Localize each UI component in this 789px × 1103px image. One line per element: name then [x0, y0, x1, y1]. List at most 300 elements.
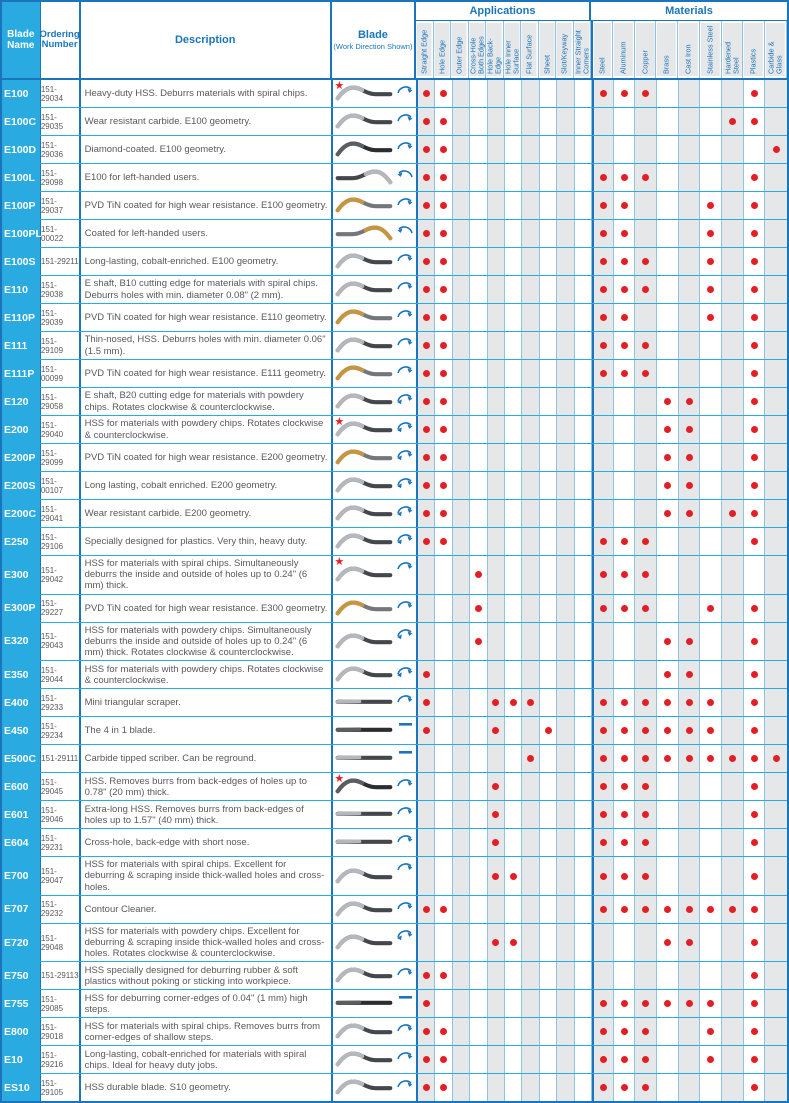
application-cell: [453, 248, 470, 275]
material-cell: [722, 962, 744, 989]
blade-cell: [333, 164, 418, 191]
application-cell: [505, 595, 522, 622]
material-cell: [744, 472, 766, 499]
blade-cell: [333, 388, 418, 415]
application-cell: [418, 136, 435, 163]
application-cell: [522, 192, 539, 219]
description: HSS for materials with powdery chips. Rotates clockwise & counterclockwise.: [81, 416, 334, 443]
material-cell: [722, 829, 744, 856]
material-dot: [600, 1056, 607, 1063]
application-dot: [440, 286, 447, 293]
blade-cell: [333, 80, 418, 107]
application-cell: [435, 388, 452, 415]
material-cell: [592, 1046, 614, 1073]
material-cell: [614, 962, 636, 989]
application-cell: [418, 990, 435, 1017]
ordering-number-header: Ordering Number: [41, 2, 81, 78]
material-dot: [600, 906, 607, 913]
blade-name: E604: [2, 829, 41, 856]
application-cell: [453, 924, 470, 962]
application-cell: [488, 388, 505, 415]
material-cell: [592, 689, 614, 716]
application-cell: [575, 595, 592, 622]
application-cell: [575, 388, 592, 415]
material-dot: [686, 454, 693, 461]
application-cell: [418, 829, 435, 856]
material-column-header: [591, 21, 613, 78]
material-dot: [642, 727, 649, 734]
application-cell: [505, 801, 522, 828]
application-cell: [505, 388, 522, 415]
blade-image: [335, 500, 393, 527]
application-cell: [522, 962, 539, 989]
blade-image: [335, 304, 393, 331]
application-dot: [423, 258, 430, 265]
material-cell: [700, 689, 722, 716]
application-cell: [522, 1074, 539, 1101]
material-cell: [765, 136, 787, 163]
application-dot: [423, 1056, 430, 1063]
material-dot: [751, 370, 758, 377]
material-dot: [686, 939, 693, 946]
application-cell: [505, 661, 522, 688]
blade-cell: [333, 108, 418, 135]
ordering-number: 151-29233: [41, 689, 81, 716]
material-cell: [679, 192, 701, 219]
material-cell: [657, 896, 679, 923]
application-cell: [470, 990, 487, 1017]
material-dot: [621, 811, 628, 818]
material-cell: [765, 304, 787, 331]
application-cell: [488, 304, 505, 331]
material-cell: [679, 108, 701, 135]
material-dot: [642, 605, 649, 612]
ordering-number: 151-29234: [41, 717, 81, 744]
application-cell: [540, 472, 557, 499]
application-cell: [505, 416, 522, 443]
material-cell: [614, 1046, 636, 1073]
material-dot: [751, 482, 758, 489]
blade-cell: [333, 962, 418, 989]
application-cell: [418, 360, 435, 387]
application-dot: [440, 146, 447, 153]
material-dot: [751, 873, 758, 880]
ordering-number: 151-29106: [41, 528, 81, 555]
material-cell: [765, 1046, 787, 1073]
description: Extra-long HSS. Removes burrs from back-edges of holes up to 1.57" (40 mm) thick.: [81, 801, 334, 828]
blade-cell: [333, 801, 418, 828]
table-row: [2, 661, 787, 689]
material-cell: [744, 1046, 766, 1073]
blade-image: [335, 248, 393, 275]
material-dot: [751, 839, 758, 846]
application-cell: [505, 444, 522, 471]
application-cell: [435, 416, 452, 443]
application-cell: [557, 773, 574, 800]
table-row: [2, 388, 787, 416]
material-cell: [679, 857, 701, 895]
material-dot: [621, 571, 628, 578]
material-cell: [722, 444, 744, 471]
description: HSS durable blade. S10 geometry.: [81, 1074, 334, 1101]
application-dot: [423, 314, 430, 321]
blade-cell: [333, 717, 418, 744]
application-cell: [488, 896, 505, 923]
material-dot: [600, 811, 607, 818]
material-cell: [744, 304, 766, 331]
material-dot: [729, 906, 736, 913]
application-cell: [470, 192, 487, 219]
material-dot: [621, 258, 628, 265]
material-cell: [765, 108, 787, 135]
application-cell: [540, 896, 557, 923]
material-cell: [657, 595, 679, 622]
ordering-number: 151-29216: [41, 1046, 81, 1073]
application-cell: [540, 857, 557, 895]
material-cell: [635, 1018, 657, 1045]
material-cell: [744, 164, 766, 191]
ordering-number: 151-29085: [41, 990, 81, 1017]
material-cell: [657, 472, 679, 499]
material-cell: [614, 528, 636, 555]
application-cell: [470, 689, 487, 716]
material-cell: [744, 108, 766, 135]
application-dot: [440, 1084, 447, 1091]
application-cell: [522, 556, 539, 594]
application-cell: [418, 528, 435, 555]
material-cell: [592, 623, 614, 661]
application-column-header-label: Outer Edge: [452, 23, 467, 76]
material-cell: [722, 1074, 744, 1101]
application-cell: [540, 924, 557, 962]
application-cell: [488, 924, 505, 962]
application-cell: [435, 444, 452, 471]
material-dot: [621, 286, 628, 293]
material-column-header-label: Copper: [636, 23, 655, 76]
material-cell: [744, 416, 766, 443]
application-cell: [418, 1018, 435, 1045]
rotation-arrow-icon: [395, 1075, 415, 1095]
table-row: [2, 745, 787, 773]
table-row: [2, 220, 787, 248]
application-cell: [575, 1046, 592, 1073]
application-column-header: [504, 21, 522, 78]
blade-image: [335, 444, 393, 471]
blade-image: [335, 801, 393, 828]
application-cell: [575, 248, 592, 275]
application-cell: [453, 416, 470, 443]
material-cell: [744, 595, 766, 622]
application-cell: [453, 773, 470, 800]
material-cell: [635, 500, 657, 527]
application-cell: [435, 857, 452, 895]
application-dot: [423, 972, 430, 979]
material-cell: [592, 1018, 614, 1045]
material-dot: [751, 811, 758, 818]
material-cell: [765, 689, 787, 716]
material-cell: [635, 472, 657, 499]
material-cell: [765, 248, 787, 275]
material-dot: [621, 314, 628, 321]
rotation-both-directions-icon: [395, 529, 415, 549]
ordering-number: 151-29058: [41, 388, 81, 415]
application-cell: [522, 360, 539, 387]
blade-image: [335, 863, 393, 890]
application-cell: [470, 108, 487, 135]
application-cell: [435, 689, 452, 716]
rotation-arrow-icon: [395, 249, 415, 269]
material-cell: [657, 192, 679, 219]
material-cell: [722, 80, 744, 107]
material-cell: [722, 416, 744, 443]
material-cell: [765, 332, 787, 359]
application-cell: [418, 623, 435, 661]
material-dot: [642, 755, 649, 762]
blade-cell: [333, 136, 418, 163]
material-cell: [744, 528, 766, 555]
table-row: [2, 332, 787, 360]
blade-header: Blade (Work Direction Shown): [332, 2, 416, 78]
material-cell: [592, 472, 614, 499]
application-cell: [418, 801, 435, 828]
application-cell: [418, 896, 435, 923]
application-cell: [505, 528, 522, 555]
application-cell: [557, 108, 574, 135]
material-dot: [686, 638, 693, 645]
description: HSS for materials with powdery chips. Excellent for deburring & scraping inside thick-walled holes and cross-holes. Rotates clockwise & counterclockwise.: [81, 924, 334, 962]
material-dot: [642, 1028, 649, 1035]
material-cell: [744, 220, 766, 247]
application-cell: [418, 857, 435, 895]
rotation-both-directions-icon: [395, 624, 415, 644]
application-cell: [418, 248, 435, 275]
application-cell: [470, 962, 487, 989]
table-row: [2, 1074, 787, 1101]
material-cell: [592, 332, 614, 359]
application-cell: [505, 164, 522, 191]
application-cell: [540, 745, 557, 772]
material-dot: [686, 699, 693, 706]
material-cell: [765, 990, 787, 1017]
material-cell: [592, 717, 614, 744]
rotation-arrow-left-icon: [395, 221, 415, 241]
blade-name: E110: [2, 276, 41, 303]
application-cell: [418, 220, 435, 247]
material-cell: [592, 990, 614, 1017]
application-cell: [470, 388, 487, 415]
application-cell: [470, 276, 487, 303]
material-cell: [657, 990, 679, 1017]
material-cell: [635, 80, 657, 107]
application-cell: [540, 332, 557, 359]
blade-name: E720: [2, 924, 41, 962]
rotation-arrow-icon: [395, 361, 415, 381]
material-dot: [600, 342, 607, 349]
blade-cell: [333, 1018, 418, 1045]
application-dot: [510, 699, 517, 706]
material-cell: [744, 745, 766, 772]
material-dot: [664, 454, 671, 461]
blade-name: E350: [2, 661, 41, 688]
material-dot: [621, 1000, 628, 1007]
material-dot: [621, 202, 628, 209]
material-cell: [765, 388, 787, 415]
material-column-header: [743, 21, 765, 78]
material-cell: [700, 528, 722, 555]
material-cell: [635, 661, 657, 688]
application-cell: [540, 829, 557, 856]
application-cell: [453, 661, 470, 688]
blade-cell: [333, 304, 418, 331]
material-cell: [679, 388, 701, 415]
material-cell: [614, 80, 636, 107]
application-cell: [505, 192, 522, 219]
material-dot: [600, 174, 607, 181]
material-cell: [700, 1074, 722, 1101]
material-cell: [679, 444, 701, 471]
application-cell: [435, 108, 452, 135]
blade-name-header: Blade Name: [2, 2, 41, 78]
application-dot: [423, 118, 430, 125]
application-cell: [418, 304, 435, 331]
application-cell: [488, 528, 505, 555]
application-cell: [470, 416, 487, 443]
application-cell: [522, 500, 539, 527]
material-dot: [751, 90, 758, 97]
application-cell: [522, 745, 539, 772]
material-cell: [700, 360, 722, 387]
material-dot: [751, 174, 758, 181]
material-cell: [722, 472, 744, 499]
application-cell: [575, 108, 592, 135]
application-cell: [557, 962, 574, 989]
application-dot: [423, 1000, 430, 1007]
application-cell: [522, 623, 539, 661]
material-cell: [722, 304, 744, 331]
material-cell: [592, 136, 614, 163]
application-cell: [557, 444, 574, 471]
material-dot: [664, 906, 671, 913]
application-cell: [505, 220, 522, 247]
application-dot: [423, 286, 430, 293]
material-cell: [614, 1018, 636, 1045]
material-cell: [614, 192, 636, 219]
application-cell: [522, 528, 539, 555]
red-star-icon: ★: [334, 773, 345, 786]
material-dot: [600, 1000, 607, 1007]
material-dot: [686, 755, 693, 762]
material-cell: [592, 80, 614, 107]
material-cell: [700, 136, 722, 163]
application-cell: [557, 689, 574, 716]
material-dot: [621, 1056, 628, 1063]
material-cell: [614, 472, 636, 499]
material-cell: [700, 801, 722, 828]
material-cell: [614, 248, 636, 275]
application-cell: [453, 220, 470, 247]
material-cell: [722, 896, 744, 923]
ordering-number: 151-29038: [41, 276, 81, 303]
material-dot: [686, 426, 693, 433]
rotation-arrow-icon: [395, 333, 415, 353]
material-cell: [765, 416, 787, 443]
application-cell: [470, 304, 487, 331]
application-cell: [418, 773, 435, 800]
material-cell: [722, 164, 744, 191]
ordering-number: 151-29109: [41, 332, 81, 359]
application-cell: [540, 661, 557, 688]
application-cell: [470, 773, 487, 800]
material-dot: [751, 342, 758, 349]
material-cell: [744, 500, 766, 527]
application-dot: [423, 671, 430, 678]
application-cell: [435, 924, 452, 962]
material-dot: [600, 230, 607, 237]
material-cell: [614, 136, 636, 163]
material-cell: [765, 896, 787, 923]
material-cell: [657, 623, 679, 661]
material-cell: [657, 857, 679, 895]
material-cell: [765, 500, 787, 527]
material-cell: [614, 857, 636, 895]
material-cell: [657, 661, 679, 688]
material-column-header-label: Carbide & Glass: [766, 23, 785, 76]
material-dot: [621, 783, 628, 790]
application-cell: [522, 332, 539, 359]
material-cell: [592, 220, 614, 247]
application-cell: [435, 801, 452, 828]
material-cell: [635, 276, 657, 303]
application-cell: [575, 164, 592, 191]
application-cell: [522, 689, 539, 716]
material-dot: [751, 1084, 758, 1091]
table-row: [2, 924, 787, 963]
application-cell: [575, 444, 592, 471]
material-cell: [614, 801, 636, 828]
blade-cell: [333, 623, 418, 661]
application-cell: [453, 556, 470, 594]
material-cell: [679, 661, 701, 688]
material-dot: [707, 202, 714, 209]
rotation-arrow-icon: [395, 802, 415, 822]
ordering-number: 151-00107: [41, 472, 81, 499]
material-cell: [635, 136, 657, 163]
material-dot: [600, 1028, 607, 1035]
application-cell: [557, 388, 574, 415]
material-cell: [700, 1046, 722, 1073]
material-dot: [751, 1000, 758, 1007]
material-cell: [765, 528, 787, 555]
column-labels-row: [416, 21, 787, 78]
material-cell: [765, 829, 787, 856]
blade-name: E10: [2, 1046, 41, 1073]
application-cell: [575, 500, 592, 527]
blade-name: ES10: [2, 1074, 41, 1101]
blade-image: [335, 962, 393, 989]
application-column-header-label: Cross-Hole Both Edges: [470, 23, 485, 76]
material-cell: [592, 556, 614, 594]
material-cell: [635, 108, 657, 135]
application-column-header: [521, 21, 539, 78]
application-cell: [557, 661, 574, 688]
description: HSS for materials with spiral chips. Excellent for deburring & scraping inside thick-walled holes and cross-holes.: [81, 857, 334, 895]
material-cell: [700, 416, 722, 443]
application-cell: [435, 192, 452, 219]
application-cell: [557, 1046, 574, 1073]
blade-image: [335, 276, 393, 303]
description: Long lasting, cobalt enriched. E200 geometry.: [81, 472, 334, 499]
material-column-header: [765, 21, 787, 78]
